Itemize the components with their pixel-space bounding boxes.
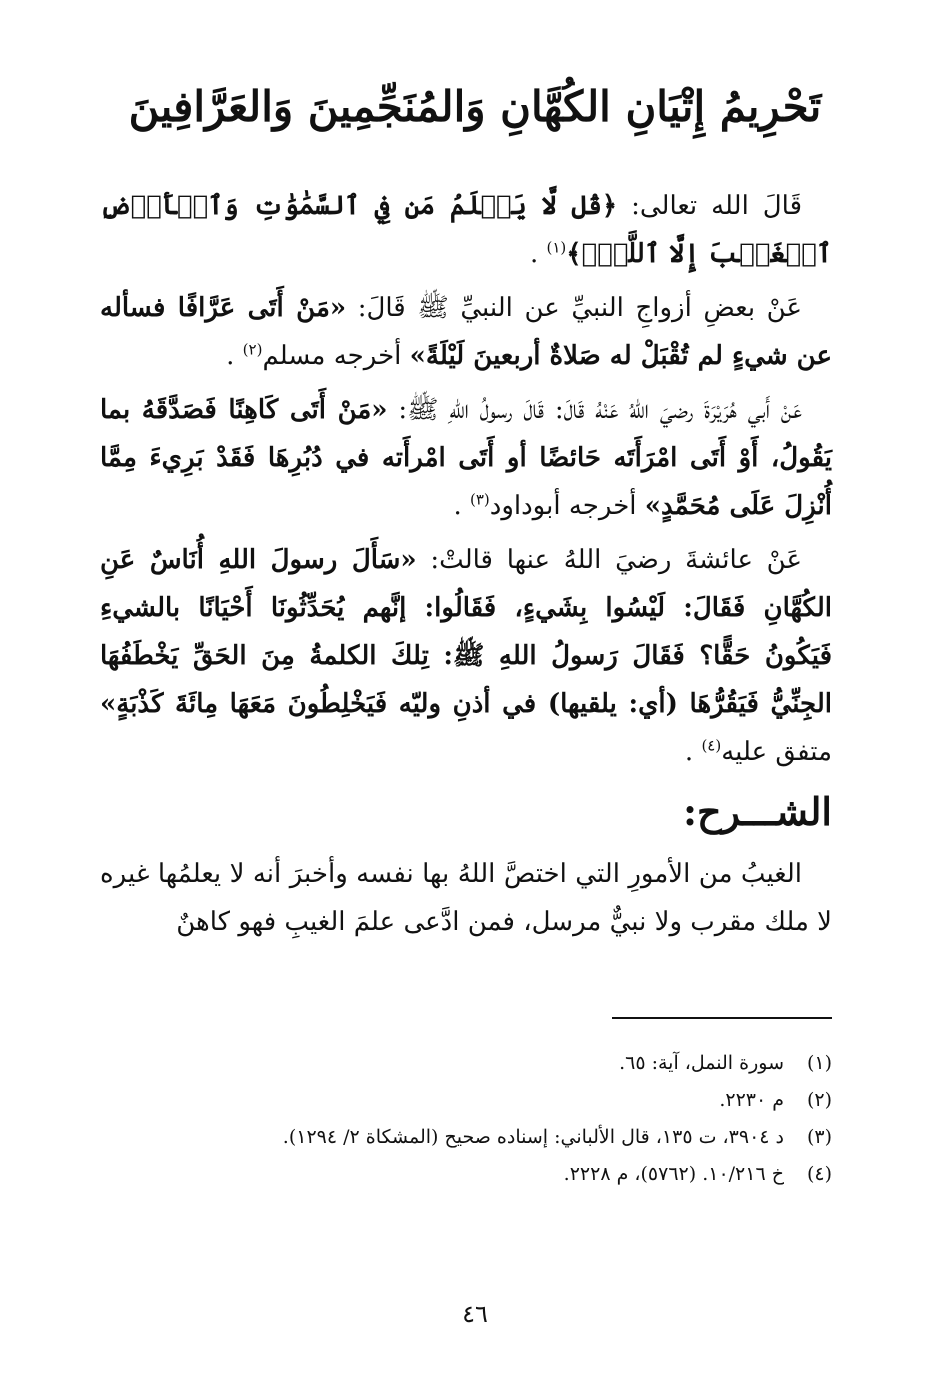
footnote-ref-3[interactable]: (٣): [469, 490, 490, 509]
hadith-1-source: أخرجه مسلم: [262, 341, 410, 371]
footnote-item: [100, 1045, 832, 1082]
hadith-3-end: .: [684, 737, 702, 767]
page-number: ٤٦: [462, 1300, 488, 1328]
hadith-1-matn: «مَنْ أَتَى عَرَّافًا فسأله عن شيءٍ لم تُقْبَلْ له صَلاةٌ أربعينَ لَيْلَةً»: [100, 293, 832, 371]
footnote-text: م ٢٢٣٠.: [719, 1089, 784, 1111]
footnote-item: [100, 1156, 832, 1193]
footnote-number: (١): [806, 1052, 832, 1074]
hadith-1-paragraph: [100, 284, 832, 380]
footnote-divider: [612, 1017, 832, 1019]
sharh-heading: الشـــرح:: [683, 789, 832, 834]
hadith-1-end: .: [226, 341, 243, 371]
footnote-text: د ٣٩٠٤، ت ١٣٥، قال الألباني: إسناده صحيح (المشكاة ٢/ ١٢٩٤).: [282, 1126, 784, 1148]
footnote-ref-4[interactable]: (٤): [701, 736, 722, 755]
main-text: [100, 182, 832, 952]
hadith-3-intro: عَنْ عائشةَ رضيَ اللهُ عنها قالتْ:: [416, 545, 802, 575]
verse-paragraph: [100, 182, 832, 278]
footnote-number: (٣): [806, 1126, 832, 1148]
hadith-2-end: .: [453, 491, 470, 521]
footnote-number: (٢): [806, 1089, 832, 1111]
footnote-text: سورة النمل، آية: ٦٥.: [619, 1052, 784, 1074]
hadith-2-paragraph: [100, 386, 832, 530]
footnote-ref-2[interactable]: (٢): [242, 340, 263, 359]
hadith-3-source: متفق عليه: [721, 737, 832, 767]
verse-quote: ﴿قُل لَّا يَعۡلَمُ مَن فِي ٱلسَّمَٰوَٰتِ وَٱلۡأَرۡضِ ٱلۡغَيۡبَ إِلَّا ٱللَّهُۚ﴾: [100, 191, 832, 269]
footnote-item: [100, 1082, 832, 1119]
hadith-2-intro: عَنْ أَبي هُرَيْرَةَ رضيَ اللهُ عَنْهُ قَالَ: قَالَ رسولُ اللهِ ﷺ:: [387, 395, 803, 425]
page-title: تَحْرِيمُ إِتْيَانِ الكُهَّانِ وَالمُنَجِّمِينَ وَالعَرَّافِينَ: [128, 82, 822, 131]
hadith-1-intro: عَنْ بعضِ أزواجِ النبيِّ عن النبيِّ ﷺ قَالَ:: [346, 293, 802, 323]
verse-end: .: [529, 239, 547, 269]
hadith-3-matn: «سَأَلَ رسولَ اللهِ أُنَاسٌ عَنِ الكُهَّانِ فَقَالَ: لَيْسُوا بِشَيءٍ، فَقَالُوا: إنَّهم يُحَدِّثُونَا أَحْيَانًا بالشيءِ فَيَكُونُ حَقًّا؟ فَقَالَ رَسولُ اللهِ ﷺ: تِلكَ الكلمةُ مِنَ الحَقِّ يَخْطَفُهَا الجِنِّيُّ فَيَقُرُّهَا (أي: يلقيها) في أذنِ وليّه فَيَخْلِطُونَ مَعَهَا مِائَةَ كَذْبَةٍ»: [100, 545, 832, 719]
hadith-2-source: أخرجه أبوداود: [489, 491, 645, 521]
footnotes-list: [100, 1045, 832, 1193]
footnote-ref-1[interactable]: (١): [546, 238, 567, 257]
footnote-text: خ ١٠/٢١٦. (٥٧٦٢)، م ٢٢٢٨.: [563, 1163, 784, 1185]
hadith-2-matn: «مَنْ أَتَى كَاهِنًا فَصَدَّقَهُ بما يَقُولُ، أَوْ أَتَى امْرَأَتَه حَائضًا أو أَتَى امْرأَته في دُبُرِهَا فَقَدْ بَرِيءَ مِمَّا أُنْزِلَ عَلَى مُحَمَّدٍ»: [100, 395, 832, 521]
footnote-number: (٤): [806, 1163, 832, 1185]
hadith-3-paragraph: [100, 536, 832, 776]
sharh-paragraph: الغيبُ من الأمورِ التي اختصَّ اللهُ بها نفسه وأخبرَ أنه لا يعلمُها غيره لا ملك مقرب ولا نبيٌّ مرسل، فمن ادَّعى علمَ الغيبِ فهو كاهنٌ: [100, 859, 832, 937]
footnote-item: [100, 1119, 832, 1156]
verse-prefix: قَالَ الله تعالى:: [617, 191, 802, 221]
